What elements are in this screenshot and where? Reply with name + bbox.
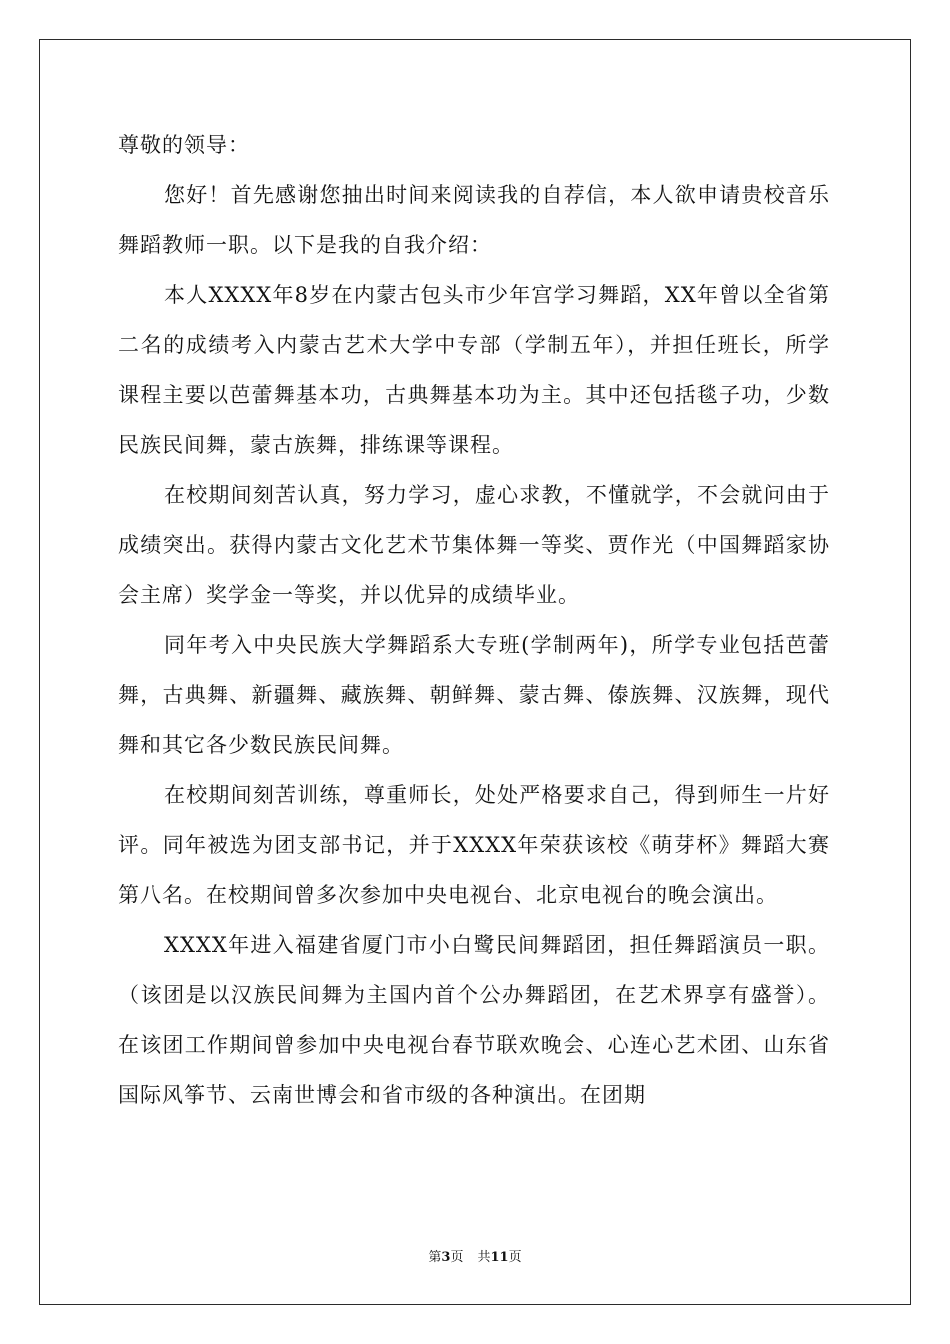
paragraph: 在校期间刻苦训练，尊重师长，处处严格要求自己，得到师生一片好评。同年被选为团支部书记，并于XXXX年荣获该校《萌芽杯》舞蹈大赛第八名。在校期间曾多次参加中央电视台、北京电视台的晚会演出。 xyxy=(118,783,830,907)
paragraph: XXXX年进入福建省厦门市小白鹭民间舞蹈团，担任舞蹈演员一职。（该团是以汉族民间舞为主国内首个公办舞蹈团，在艺术界享有盛誉）。在该团工作期间曾参加中央电视台春节联欢晚会、心连心艺术团、山东省国际风筝节、云南世博会和省市级的各种演出。在团期 xyxy=(118,933,830,1107)
page-footer xyxy=(0,1246,950,1265)
page-suffix: 页 xyxy=(450,1250,464,1265)
paragraph: 您好！首先感谢您抽出时间来阅读我的自荐信，本人欲申请贵校音乐舞蹈教师一职。以下是我的自我介绍： xyxy=(118,183,830,257)
salutation: 尊敬的领导： xyxy=(118,133,250,157)
total-prefix: 共 xyxy=(477,1250,491,1265)
paragraph: 同年考入中央民族大学舞蹈系大专班(学制两年)，所学专业包括芭蕾舞，古典舞、新疆舞、藏族舞、朝鲜舞、蒙古舞、傣族舞、汉族舞，现代舞和其它各少数民族民间舞。 xyxy=(118,633,830,757)
total-suffix: 页 xyxy=(508,1250,522,1265)
total-pages: 11 xyxy=(490,1250,509,1265)
paragraph: 本人XXXX年8岁在内蒙古包头市少年宫学习舞蹈，XX年曾以全省第二名的成绩考入内蒙古艺术大学中专部（学制五年），并担任班长，所学课程主要以芭蕾舞基本功，古典舞基本功为主。其中还包括毯子功，少数民族民间舞，蒙古族舞，排练课等课程。 xyxy=(118,283,830,457)
page-prefix: 第 xyxy=(428,1250,442,1265)
document-body xyxy=(118,120,830,1120)
paragraph: 在校期间刻苦认真，努力学习，虚心求教，不懂就学，不会就问由于成绩突出。获得内蒙古文化艺术节集体舞一等奖、贾作光（中国舞蹈家协会主席）奖学金一等奖，并以优异的成绩毕业。 xyxy=(118,483,830,607)
page-number: 3 xyxy=(441,1250,451,1265)
